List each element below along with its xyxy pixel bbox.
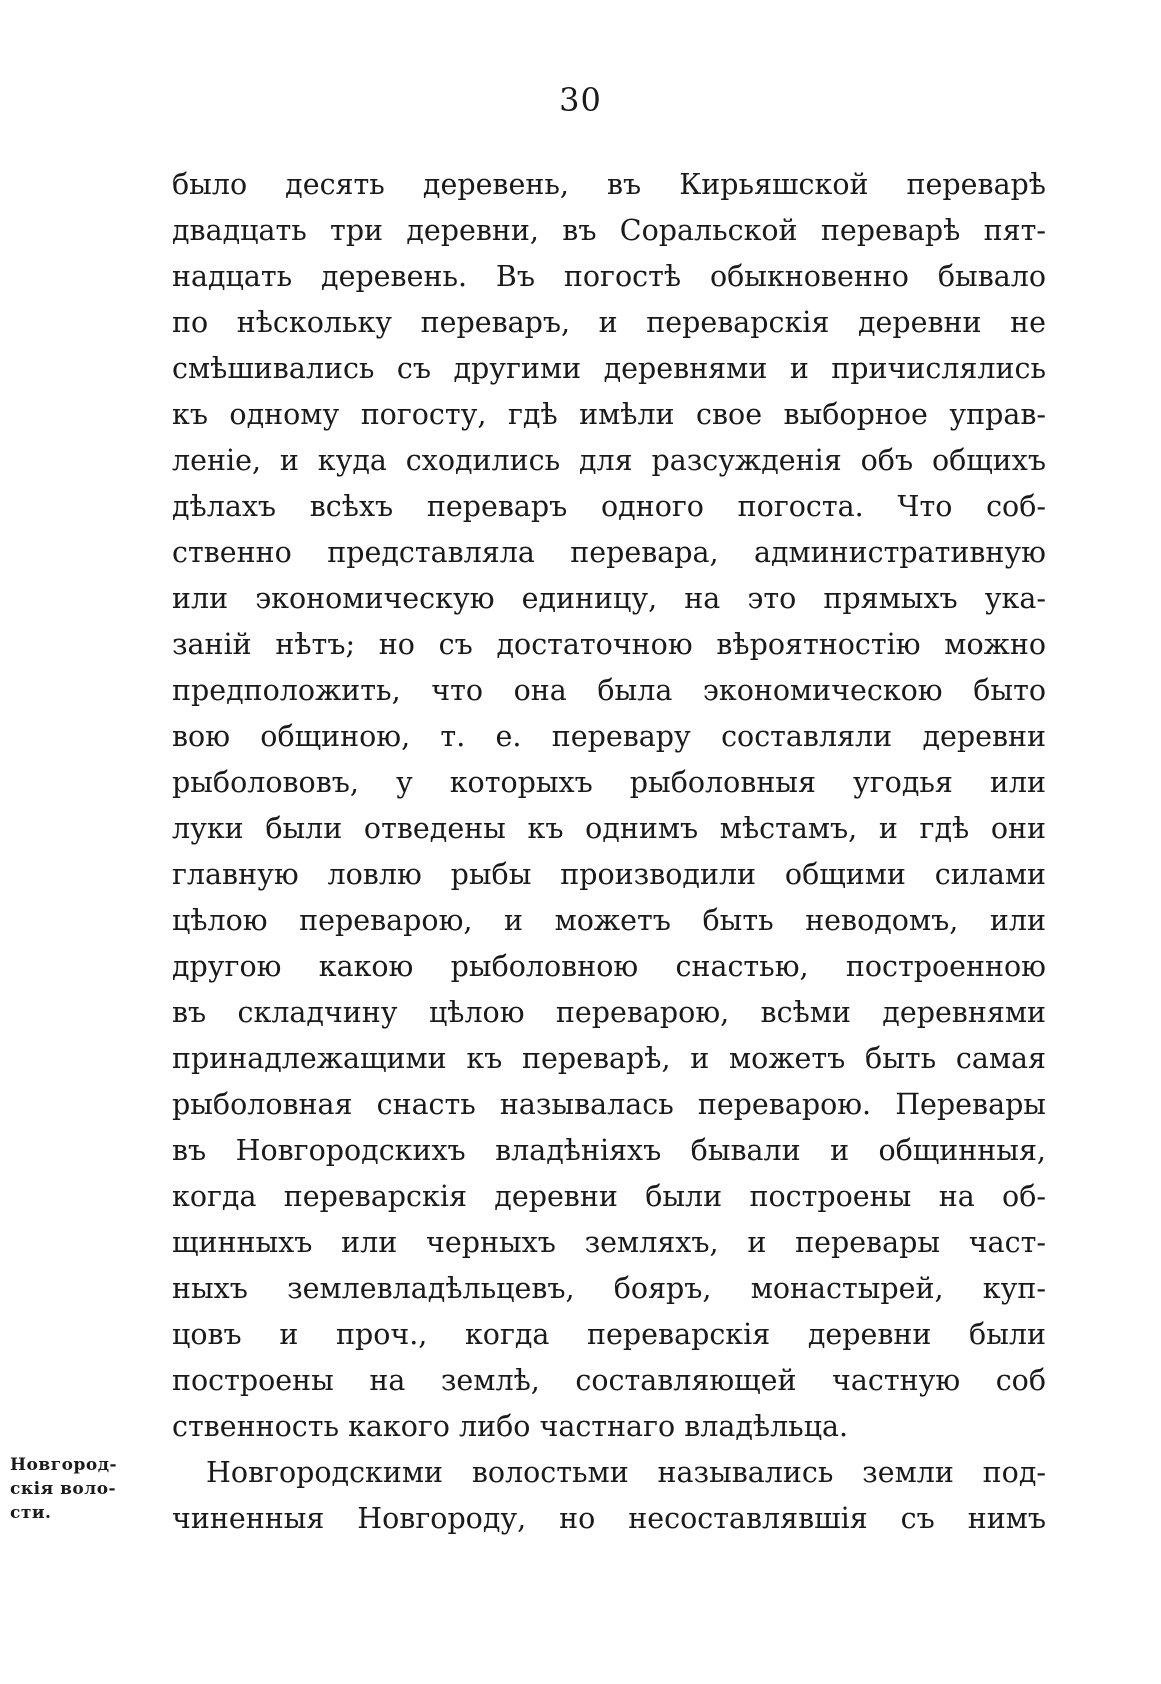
text-line: построены на землѣ, составляющей частную соб [172,1364,1046,1397]
text-line: надцать деревень. Въ погостѣ обыкновенно бывало [172,260,1046,293]
margin-note-line: сти. [10,1503,52,1523]
text-line: рыболововъ, у которыхъ рыболовныя угодья или [172,766,1046,799]
text-line: ныхъ землевладѣльцевъ, бояръ, монастырей, куп- [172,1272,1046,1305]
text-line: когда переварскія деревни были построены на об- [172,1180,1046,1213]
text-line: было десять деревень, въ Кирьяшской переварѣ [172,168,1046,201]
text-line: или экономическую единицу, на это прямыхъ ука- [172,582,1046,615]
text-line: вою общиною, т. е. перевару составляли деревни [172,720,1046,753]
text-line: ственно представляла перевара, административную [172,536,1046,569]
text-line: дѣлахъ всѣхъ переваръ одного погоста. Что соб- [172,490,1046,523]
text-line: луки были отведены къ однимъ мѣстамъ, и гдѣ они [172,812,1046,845]
text-line: принадлежащими къ переварѣ, и можетъ быть самая [172,1042,1046,1075]
paragraph-2 [172,1450,1046,1542]
text-line: рыболовная снасть называлась переварою. Перевары [172,1088,1046,1121]
text-line: предположить, что она была экономическою быто [172,674,1046,707]
text-line: леніе, и куда сходились для разсужденія объ общихъ [172,444,1046,477]
text-line: въ Новгородскихъ владѣніяхъ бывали и общинныя, [172,1134,1046,1167]
text-line: смѣшивались съ другими деревнями и причислялись [172,352,1046,385]
text-line: ственность какого либо частнаго владѣльца. [172,1410,849,1443]
body-text [172,162,1046,1542]
margin-note-line: Новгород- [10,1455,118,1475]
text-line: Новгородскими волостьми назывались земли под- [206,1456,1046,1489]
text-line: къ одному погосту, гдѣ имѣли свое выборное управ- [172,398,1046,431]
text-line: другою какою рыболовною снастью, построенною [172,950,1046,983]
text-line: чиненныя Новгороду, но несоставлявшія съ нимъ [172,1502,1046,1535]
paragraph-1 [172,162,1046,1450]
text-line: щинныхъ или черныхъ земляхъ, и перевары част- [172,1226,1046,1259]
text-line: заній нѣтъ; но съ достаточною вѣроятностію можно [172,628,1046,661]
text-line: по нѣскольку переваръ, и переварскія деревни не [172,306,1046,339]
page-number: 30 [559,81,602,119]
text-line: двадцать три деревни, въ Соральской переварѣ пят- [172,214,1046,247]
margin-note-line: скія воло- [10,1479,117,1499]
text-line: цѣлою переварою, и можетъ быть неводомъ, или [172,904,1046,937]
text-line: цовъ и проч., когда переварскія деревни были [172,1318,1046,1351]
text-line: въ складчину цѣлою переварою, всѣми деревнями [172,996,1046,1029]
text-line: главную ловлю рыбы производили общими силами [172,858,1046,891]
margin-note [10,1453,150,1525]
